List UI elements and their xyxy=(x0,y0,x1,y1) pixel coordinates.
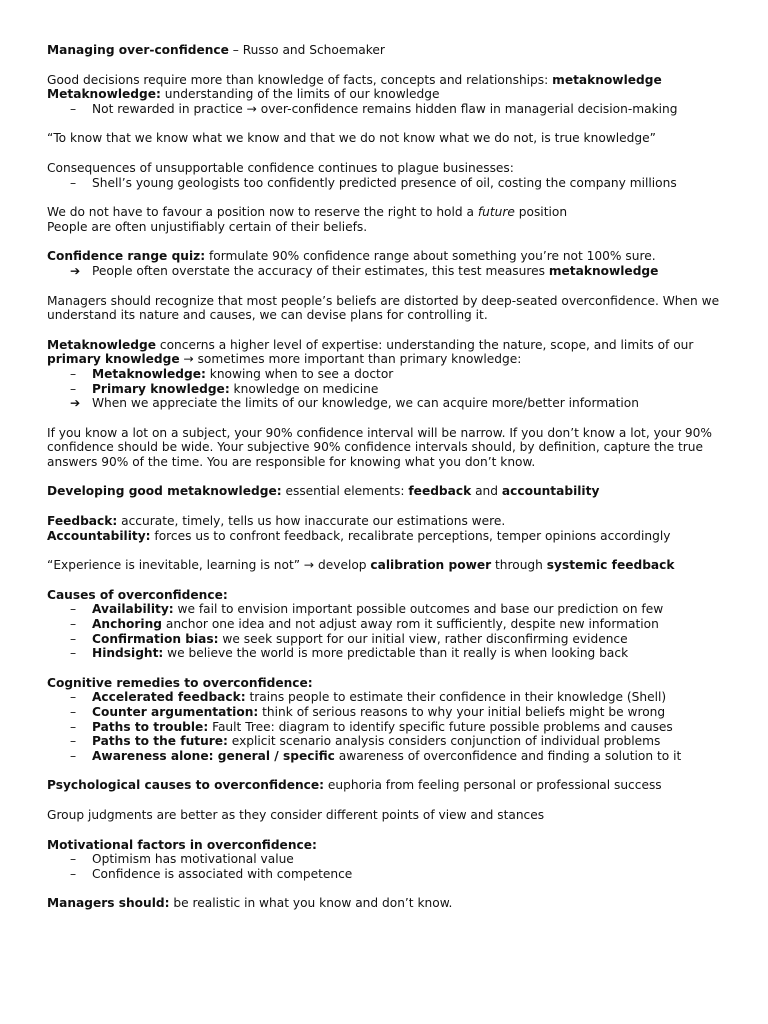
dash-marker: – xyxy=(70,719,77,734)
position-text: We do not have to favour a position now to reserve the right to hold a xyxy=(47,205,478,220)
dash-marker: – xyxy=(70,631,77,646)
quiz-term: Confidence range quiz: xyxy=(47,249,206,264)
list-item-term: Counter argumentation: xyxy=(92,705,259,719)
causes-heading: Causes of overconfidence: xyxy=(47,587,228,602)
develop-text: essential elements: xyxy=(281,484,409,499)
list-item xyxy=(47,690,737,705)
position-emphasis: future xyxy=(477,205,515,220)
list-item xyxy=(47,382,737,397)
experience-calibration: calibration power xyxy=(370,558,492,573)
list-item-term: Primary knowledge: xyxy=(92,381,230,396)
list-item-text: knowledge on medicine xyxy=(229,381,379,396)
position-text-end: position xyxy=(514,205,568,220)
feedback-term: Feedback: xyxy=(47,514,118,529)
list-item xyxy=(47,749,737,764)
dash-marker: – xyxy=(70,705,77,719)
list-item-term: Availability: xyxy=(92,602,174,617)
list-item-text: we seek support for our initial view, rather disconfirming evidence xyxy=(218,631,628,646)
experience-text: “Experience is inevitable, learning is not” → develop xyxy=(47,558,371,573)
list-item-term: Awareness alone: general / specific xyxy=(92,748,335,763)
list-item xyxy=(47,176,737,191)
intro-paragraph xyxy=(47,73,737,88)
document-page xyxy=(47,43,737,911)
list-item-text: we fail to envision important possible outcomes and base our prediction on few xyxy=(173,602,664,617)
meta-text-end: → sometimes more important than primary knowledge: xyxy=(179,352,522,367)
feedback-text: accurate, timely, tells us how inaccurate our estimations were. xyxy=(117,514,506,529)
quiz-text: formulate 90% confidence range about something you’re not 100% sure. xyxy=(205,249,656,264)
dash-marker: – xyxy=(70,617,77,632)
quiz-paragraph xyxy=(47,249,737,264)
experience-through: through xyxy=(491,558,547,573)
heading-title: Managing over-confidence xyxy=(47,43,229,57)
intro-bold: metaknowledge xyxy=(552,72,662,87)
list-item-text: Not rewarded in practice → over-confidence remains hidden flaw in managerial decision-making xyxy=(92,101,678,116)
metaknowledge-paragraph xyxy=(47,338,737,367)
dash-marker: – xyxy=(70,866,77,881)
arrow-item-bold: metaknowledge xyxy=(548,263,659,278)
list-item-text: explicit scenario analysis considers conjunction of individual problems xyxy=(227,734,661,749)
psychological-term: Psychological causes to overconfidence: xyxy=(47,778,325,793)
dash-marker: – xyxy=(70,690,77,705)
dash-marker: – xyxy=(70,734,77,749)
dash-marker: – xyxy=(70,381,77,396)
develop-paragraph xyxy=(47,484,737,499)
list-item-text: trains people to estimate their confidence in their knowledge (Shell) xyxy=(245,690,667,705)
list-item-text: Shell’s young geologists too confidently predicted presence of oil, costing the company millions xyxy=(92,175,677,190)
dash-marker: – xyxy=(70,101,77,116)
document-heading xyxy=(47,43,737,58)
dash-marker: – xyxy=(70,646,77,661)
managers-paragraph: Managers should recognize that most people’s beliefs are distorted by deep-seated overconfidence. When we understand its nature and causes, we can devise plans for controlling it. xyxy=(47,293,720,323)
list-item-term: Metaknowledge: xyxy=(92,366,206,381)
psychological-paragraph xyxy=(47,778,737,793)
feedback-definition xyxy=(47,514,737,529)
list-item xyxy=(47,720,737,735)
list-item-text: Fault Tree: diagram to identify specific future possible problems and causes xyxy=(208,719,673,734)
arrow-item xyxy=(47,396,737,411)
list-item-term: Anchoring xyxy=(92,617,162,632)
consequences-paragraph: Consequences of unsupportable confidence continues to plague businesses: xyxy=(47,160,514,175)
list-item-term: Paths to trouble: xyxy=(92,719,209,734)
meta-term: Metaknowledge xyxy=(47,337,157,352)
group-paragraph: Group judgments are better as they consider different points of view and stances xyxy=(47,807,545,822)
accountability-definition xyxy=(47,529,737,544)
arrow-marker: ➔ xyxy=(70,263,81,278)
list-item xyxy=(47,852,737,867)
managers-should-term: Managers should: xyxy=(47,896,170,911)
definition-term: Metaknowledge: xyxy=(47,87,161,102)
remedies-heading: Cognitive remedies to overconfidence: xyxy=(47,675,313,690)
list-item xyxy=(47,367,737,382)
list-item xyxy=(47,867,737,882)
arrow-marker: ➔ xyxy=(70,396,81,411)
dash-marker: – xyxy=(70,602,77,617)
dash-marker: – xyxy=(70,175,77,190)
intro-text: Good decisions require more than knowledge of facts, concepts and relationships: xyxy=(47,72,553,87)
list-item xyxy=(47,632,737,647)
meta-term-primary: primary knowledge xyxy=(47,352,180,367)
dash-marker: – xyxy=(70,366,77,381)
experience-systemic: systemic feedback xyxy=(546,558,675,573)
list-item-term: Paths to the future: xyxy=(92,734,228,749)
metaknowledge-definition xyxy=(47,87,737,102)
arrow-item-text: When we appreciate the limits of our knowledge, we can acquire more/better information xyxy=(92,396,639,411)
definition-text: understanding of the limits of our knowledge xyxy=(160,87,440,102)
position-paragraph xyxy=(47,205,737,220)
dash-marker: – xyxy=(70,852,77,867)
develop-term: Developing good metaknowledge: xyxy=(47,484,282,499)
psychological-text: euphoria from feeling personal or professional success xyxy=(324,778,662,793)
develop-and: and xyxy=(471,484,502,499)
list-item-term: Hindsight: xyxy=(92,646,164,661)
arrow-item-text: People often overstate the accuracy of their estimates, this test measures xyxy=(92,263,549,278)
accountability-term: Accountability: xyxy=(47,528,151,543)
list-item-text: we believe the world is more predictable than it really is when looking back xyxy=(163,646,629,661)
list-item xyxy=(47,617,737,632)
list-item xyxy=(47,602,737,617)
list-item-text: think of serious reasons to why your initial beliefs might be wrong xyxy=(258,705,666,719)
heading-separator: – xyxy=(228,43,243,57)
list-item xyxy=(47,705,737,720)
list-item-text: anchor one idea and not adjust away rom it sufficiently, despite new information xyxy=(161,617,659,632)
list-item-text: Confidence is associated with competence xyxy=(92,866,353,881)
list-item-term: Confirmation bias: xyxy=(92,631,219,646)
list-item-text: awareness of overconfidence and finding a solution to it xyxy=(334,748,682,763)
experience-paragraph xyxy=(47,558,737,573)
arrow-item xyxy=(47,264,737,279)
dash-marker: – xyxy=(70,748,77,763)
list-item-text: Optimism has motivational value xyxy=(92,852,294,867)
heading-authors: Russo and Schoemaker xyxy=(242,43,385,57)
confidence-interval-paragraph: If you know a lot on a subject, your 90% confidence interval will be narrow. If you don’t know a lot, your 90% confidence should be wide. Your subjective 90% confidence intervals should, by definition, capture the true answers 90% of the time. You are responsible for knowing what you don’t know. xyxy=(47,425,712,469)
list-item-term: Accelerated feedback: xyxy=(92,690,246,705)
managers-should-paragraph xyxy=(47,896,737,911)
meta-text: concerns a higher level of expertise: understanding the nature, scope, and limits of our xyxy=(156,337,694,352)
beliefs-paragraph: People are often unjustifiably certain of their beliefs. xyxy=(47,219,368,234)
list-item-text: knowing when to see a doctor xyxy=(205,366,394,381)
managers-should-text: be realistic in what you know and don’t know. xyxy=(169,896,453,911)
develop-accountability: accountability xyxy=(501,484,600,499)
develop-feedback: feedback xyxy=(408,484,472,499)
list-item xyxy=(47,102,737,117)
quote-paragraph: “To know that we know what we know and that we do not know what we do not, is true knowledge” xyxy=(47,131,656,146)
accountability-text: forces us to confront feedback, recalibrate perceptions, temper opinions accordingly xyxy=(150,528,671,543)
list-item xyxy=(47,734,737,749)
motivational-heading: Motivational factors in overconfidence: xyxy=(47,837,317,852)
list-item xyxy=(47,646,737,661)
